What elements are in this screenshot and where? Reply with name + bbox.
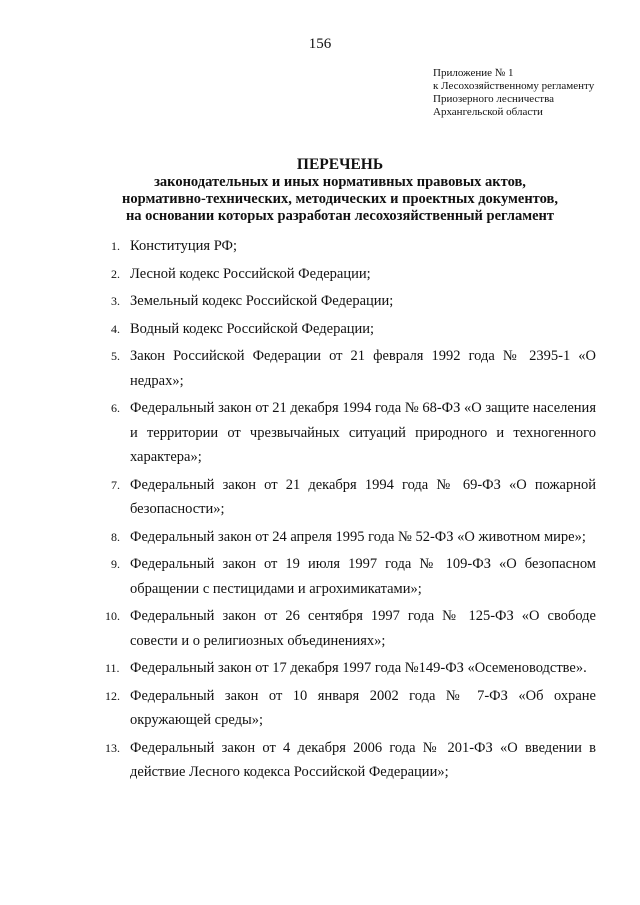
list-item-text: Федеральный закон от 21 декабря 1994 года № 68-ФЗ «О защите населения и территории от чрезвычайных ситуаций природного и техногенного характера»; [130, 400, 596, 465]
appendix-line: Архангельской области [433, 106, 543, 118]
list-item-text: Земельный кодекс Российской Федерации; [130, 293, 394, 309]
title-line: нормативно-технических, методических и проектных документов, [122, 191, 558, 207]
list-item-text: Федеральный закон от 24 апреля 1995 года № 52-ФЗ «О животном мире»; [130, 528, 586, 545]
list-item [105, 736, 596, 788]
list-item-text: Федеральный закон от 17 декабря 1997 года №149-ФЗ «Осеменоводстве». [130, 660, 587, 676]
list-item-number: 12. [105, 688, 120, 703]
list-item [105, 684, 596, 736]
title-heading: ПЕРЕЧЕНЬ [296, 156, 384, 173]
list-item [108, 552, 596, 604]
title-line: на основании которых разработан лесохозяйственный регламент [125, 208, 555, 224]
list-item [108, 396, 596, 473]
appendix-note [433, 67, 594, 119]
list-item-number: 10. [105, 609, 120, 623]
list-item-text: Федеральный закон от 26 сентября 1997 года № 125-ФЗ «О свободе совести и о религиозных объединениях»; [130, 608, 596, 649]
list-item-text: Федеральный закон от 4 декабря 2006 года № 201-ФЗ «О введении в действие Лесного кодекса Российской Федерации»; [130, 739, 596, 780]
list-item [108, 473, 596, 525]
page-number: 156 [308, 36, 332, 52]
list-item-number: 1. [111, 239, 120, 253]
list-item [108, 317, 596, 345]
list-item [108, 234, 596, 262]
list-item-number: 2. [111, 266, 120, 281]
document-title [40, 156, 640, 225]
appendix-line: к Лесохозяйственному регламенту [433, 80, 595, 92]
list-item-number: 4. [111, 321, 120, 336]
list-item-text: Федеральный закон от 19 июля 1997 года № 109-ФЗ «О безопасном обращении с пестицидами и агрохимикатами»; [130, 556, 596, 597]
list-item-number: 7. [111, 477, 120, 492]
appendix-line: Приложение № 1 [433, 67, 514, 79]
list-item-number: 13. [105, 740, 120, 755]
list-item [105, 656, 596, 684]
list-item [108, 525, 596, 553]
document-list [105, 234, 596, 788]
list-item-text: Федеральный закон от 10 января 2002 года № 7-ФЗ «Об охране окружающей среды»; [130, 687, 596, 728]
list-item-number: 3. [111, 294, 120, 308]
list-item [105, 604, 596, 656]
list-item-number: 9. [111, 557, 120, 571]
title-line: законодательных и иных нормативных правовых актов, [154, 174, 526, 190]
list-item [108, 289, 596, 317]
list-item-number: 11. [105, 661, 120, 675]
list-item-number: 5. [111, 349, 120, 363]
list-item-text: Водный кодекс Российской Федерации; [130, 320, 375, 337]
list-item [108, 262, 596, 290]
list-item [108, 344, 596, 396]
list-item-text: Федеральный закон от 21 декабря 1994 года № 69-ФЗ «О пожарной безопасности»; [130, 476, 596, 517]
appendix-line: Приозерного лесничества [433, 93, 555, 105]
list-item-number: 6. [111, 401, 120, 415]
list-item-text: Лесной кодекс Российской Федерации; [130, 265, 371, 282]
list-item-number: 8. [111, 529, 120, 544]
list-item-text: Закон Российской Федерации от 21 февраля 1992 года № 2395-1 «О недрах»; [130, 348, 596, 389]
list-item-text: Конституция РФ; [130, 238, 238, 254]
